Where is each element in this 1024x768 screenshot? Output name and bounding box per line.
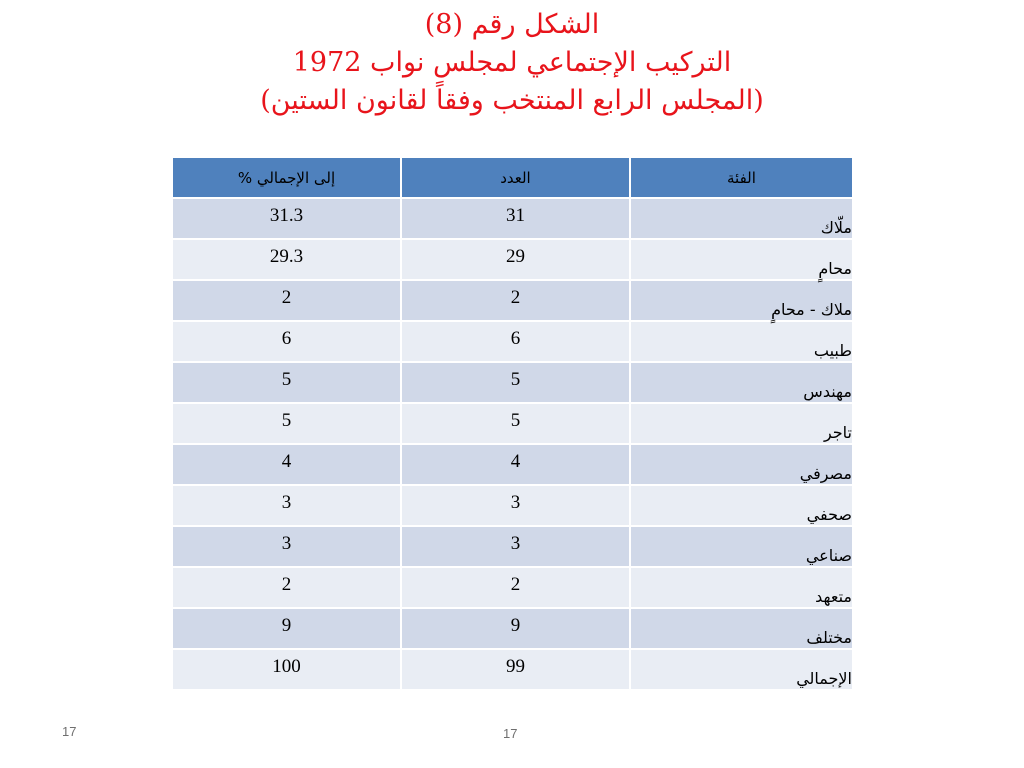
cell-count: 5 bbox=[401, 362, 630, 403]
slide-number-left: 17 bbox=[62, 724, 77, 739]
table-row bbox=[172, 280, 853, 321]
cell-category-total: الإجمالي bbox=[630, 649, 853, 690]
table-row bbox=[172, 239, 853, 280]
table-row bbox=[172, 526, 853, 567]
cell-percent: 9 bbox=[172, 608, 401, 649]
cell-percent: 3 bbox=[172, 526, 401, 567]
cell-percent-total: 100 bbox=[172, 649, 401, 690]
table-header-row bbox=[172, 157, 853, 198]
cell-percent: 31.3 bbox=[172, 198, 401, 239]
header-count: العدد bbox=[401, 157, 630, 198]
cell-category: محامٍ bbox=[630, 239, 853, 280]
table-body bbox=[172, 198, 853, 690]
cell-percent: 6 bbox=[172, 321, 401, 362]
table-row bbox=[172, 321, 853, 362]
cell-category: طبيب bbox=[630, 321, 853, 362]
cell-category: مختلف bbox=[630, 608, 853, 649]
table-row bbox=[172, 567, 853, 608]
cell-category: ملّاك bbox=[630, 198, 853, 239]
cell-count: 2 bbox=[401, 567, 630, 608]
header-category: الفئة bbox=[630, 157, 853, 198]
cell-count: 9 bbox=[401, 608, 630, 649]
cell-percent: 3 bbox=[172, 485, 401, 526]
table-row-total bbox=[172, 649, 853, 690]
table-row bbox=[172, 608, 853, 649]
cell-count: 3 bbox=[401, 526, 630, 567]
title-line-figure-number: الشكل رقم (8) bbox=[424, 9, 600, 40]
table-row bbox=[172, 403, 853, 444]
cell-count: 6 bbox=[401, 321, 630, 362]
cell-percent: 5 bbox=[172, 403, 401, 444]
cell-category: تاجر bbox=[630, 403, 853, 444]
slide-number-center: 17 bbox=[503, 726, 518, 741]
title-line-subheading: (المجلس الرابع المنتخب وفقاً لقانون الستين) bbox=[260, 85, 764, 116]
table-row bbox=[172, 198, 853, 239]
cell-count: 3 bbox=[401, 485, 630, 526]
cell-percent: 5 bbox=[172, 362, 401, 403]
cell-count: 31 bbox=[401, 198, 630, 239]
table-row bbox=[172, 362, 853, 403]
cell-category: متعهد bbox=[630, 567, 853, 608]
cell-category: صناعي bbox=[630, 526, 853, 567]
cell-percent: 29.3 bbox=[172, 239, 401, 280]
cell-count: 5 bbox=[401, 403, 630, 444]
cell-count: 4 bbox=[401, 444, 630, 485]
slide-title bbox=[0, 6, 1024, 120]
cell-percent: 2 bbox=[172, 567, 401, 608]
table-row bbox=[172, 444, 853, 485]
cell-percent: 4 bbox=[172, 444, 401, 485]
composition-table bbox=[171, 156, 854, 691]
cell-count: 29 bbox=[401, 239, 630, 280]
cell-percent: 2 bbox=[172, 280, 401, 321]
table-row bbox=[172, 485, 853, 526]
cell-category: صحفي bbox=[630, 485, 853, 526]
cell-category: مهندس bbox=[630, 362, 853, 403]
cell-count-total: 99 bbox=[401, 649, 630, 690]
header-percent: إلى الإجمالي % bbox=[172, 157, 401, 198]
cell-category: ملاك - محامٍ bbox=[630, 280, 853, 321]
cell-count: 2 bbox=[401, 280, 630, 321]
cell-category: مصرفي bbox=[630, 444, 853, 485]
title-line-heading: التركيب الإجتماعي لمجلس نواب 1972 bbox=[292, 47, 732, 78]
